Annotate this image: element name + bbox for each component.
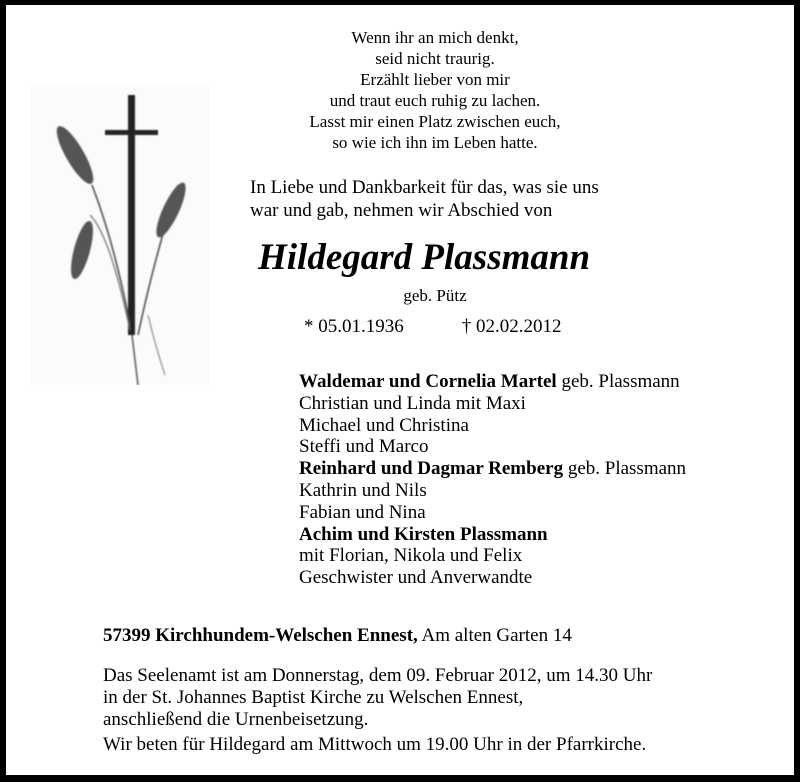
family-entry: Kathrin und Nils xyxy=(299,479,427,501)
poem-line: so wie ich ihn im Leben hatte. xyxy=(332,133,538,152)
family-entry: mit Florian, Nikola und Felix xyxy=(299,545,523,567)
service-notice xyxy=(103,665,652,756)
birth-date: * 05.01.1936 xyxy=(304,316,404,337)
intro-text xyxy=(250,176,599,222)
family-entry: Fabian und Nina xyxy=(299,501,426,523)
family-entry: Waldemar und Cornelia Martel geb. Plassmann xyxy=(299,371,680,392)
deceased-name: Hildegard Plassmann xyxy=(258,237,591,278)
notice-line: anschließend die Urnenbeisetzung. xyxy=(103,709,369,730)
cross-wheat-illustration xyxy=(30,85,210,385)
notice-line: Das Seelenamt ist am Donnerstag, dem 09. Februar 2012, um 14.30 Uhr xyxy=(103,665,653,686)
family-entry: Achim und Kirsten Plassmann xyxy=(299,523,548,545)
poem-line: Erzählt lieber von mir xyxy=(360,70,510,89)
birth-name: geb. Pütz xyxy=(403,286,467,305)
poem-line: und traut euch ruhig zu lachen. xyxy=(329,91,541,110)
poem xyxy=(300,27,570,153)
family-list xyxy=(299,371,686,589)
address: 57399 Kirchhundem-Welschen Ennest, Am alten Garten 14 xyxy=(103,625,572,646)
family-entry: Reinhard und Dagmar Remberg geb. Plassmann xyxy=(299,458,687,480)
family-entry: Geschwister und Anverwandte xyxy=(299,567,533,589)
family-entry: Michael und Christina xyxy=(299,414,469,436)
notice-line: in der St. Johannes Baptist Kirche zu Welschen Ennest, xyxy=(103,687,524,708)
death-date: † 02.02.2012 xyxy=(461,316,562,337)
life-dates xyxy=(304,316,562,338)
intro-line: war und gab, nehmen wir Abschied von xyxy=(250,200,553,221)
family-entry: Steffi und Marco xyxy=(299,436,429,458)
poem-line: seid nicht traurig. xyxy=(375,49,495,68)
intro-line: In Liebe und Dankbarkeit für das, was sie uns xyxy=(250,177,599,198)
poem-line: Lasst mir einen Platz zwischen euch, xyxy=(309,112,561,131)
poem-line: Wenn ihr an mich denkt, xyxy=(351,28,519,47)
family-entry: Christian und Linda mit Maxi xyxy=(299,392,526,414)
notice-line: Wir beten für Hildegard am Mittwoch um 19.00 Uhr in der Pfarrkirche. xyxy=(103,734,647,755)
